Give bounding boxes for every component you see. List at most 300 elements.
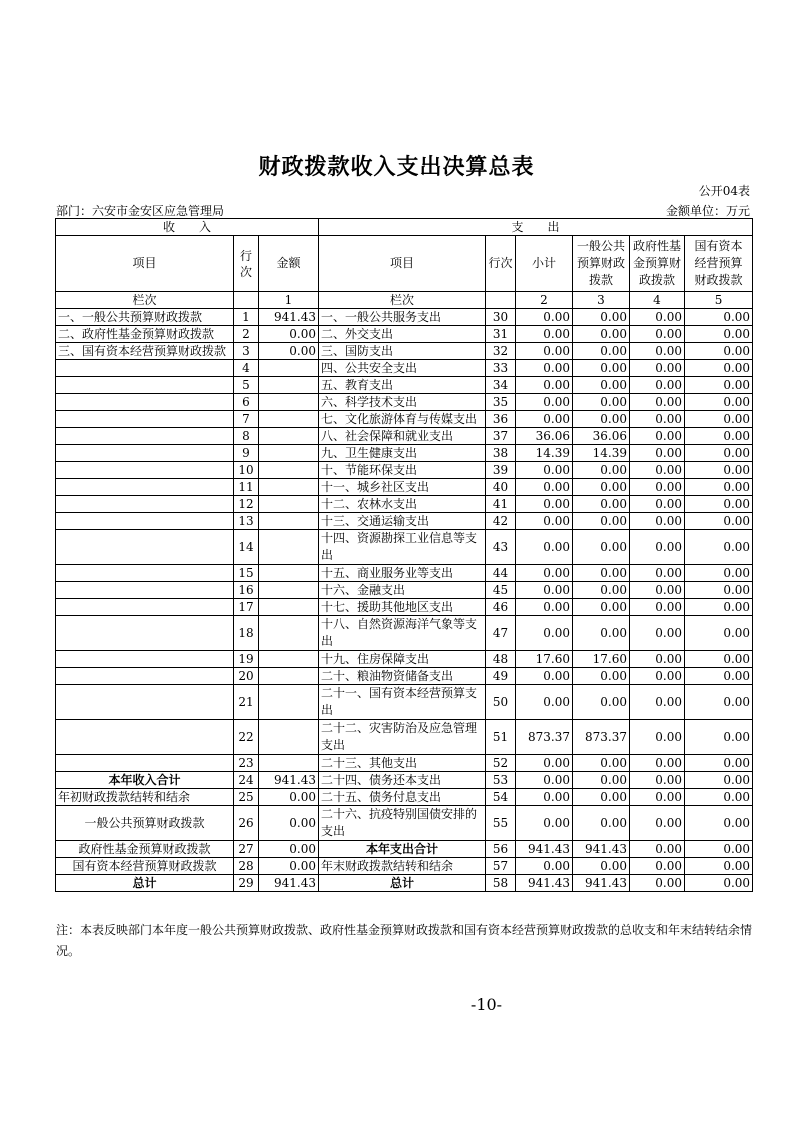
table-row <box>56 394 753 411</box>
expense-item: 十六、金融支出 <box>319 582 486 599</box>
unit-label: 金额单位：万元 <box>665 204 750 218</box>
expense-line: 44 <box>486 565 516 582</box>
general-budget-amount: 0.00 <box>573 479 630 496</box>
subtotal-amount: 0.00 <box>516 479 573 496</box>
general-budget-amount: 0.00 <box>573 394 630 411</box>
income-section-header: 收 入 <box>56 219 319 236</box>
subtotal-amount: 0.00 <box>516 858 573 875</box>
subtotal-amount: 0.00 <box>516 496 573 513</box>
subtotal-amount: 0.00 <box>516 530 573 565</box>
general-budget-amount: 941.43 <box>573 841 630 858</box>
fund-budget-amount: 0.00 <box>630 875 685 892</box>
income-line: 12 <box>234 496 259 513</box>
income-amount <box>259 755 319 772</box>
income-item <box>56 428 234 445</box>
table-row <box>56 565 753 582</box>
income-line: 15 <box>234 565 259 582</box>
income-item <box>56 394 234 411</box>
fund-budget-amount: 0.00 <box>630 858 685 875</box>
expense-item: 十九、住房保障支出 <box>319 651 486 668</box>
income-line: 11 <box>234 479 259 496</box>
column-label: 栏次 <box>319 292 486 309</box>
table-row <box>56 858 753 875</box>
column-number: 5 <box>685 292 753 309</box>
income-amount <box>259 479 319 496</box>
expense-line: 38 <box>486 445 516 462</box>
expense-item: 二十三、其他支出 <box>319 755 486 772</box>
expense-line: 48 <box>486 651 516 668</box>
subtotal-amount: 941.43 <box>516 875 573 892</box>
income-amount <box>259 462 319 479</box>
general-budget-amount: 0.00 <box>573 309 630 326</box>
income-item-header: 项目 <box>56 236 234 292</box>
income-line: 21 <box>234 685 259 720</box>
expense-line: 37 <box>486 428 516 445</box>
table-row <box>56 360 753 377</box>
income-amount <box>259 616 319 651</box>
income-item <box>56 582 234 599</box>
expense-line: 53 <box>486 772 516 789</box>
income-item: 二、政府性基金预算财政拨款 <box>56 326 234 343</box>
budget-table <box>55 218 753 892</box>
general-budget-amount: 0.00 <box>573 462 630 479</box>
income-item <box>56 513 234 530</box>
table-row <box>56 462 753 479</box>
income-line-header: 行 次 <box>234 236 259 292</box>
income-line: 6 <box>234 394 259 411</box>
income-line: 5 <box>234 377 259 394</box>
column-number-row <box>56 292 753 309</box>
general-budget-amount: 0.00 <box>573 668 630 685</box>
income-line: 1 <box>234 309 259 326</box>
expense-item: 二十四、债务还本支出 <box>319 772 486 789</box>
table-row <box>56 582 753 599</box>
table-row <box>56 651 753 668</box>
income-item <box>56 720 234 755</box>
general-budget-amount: 0.00 <box>573 496 630 513</box>
table-row <box>56 428 753 445</box>
expense-line: 40 <box>486 479 516 496</box>
income-amount <box>259 496 319 513</box>
income-line: 4 <box>234 360 259 377</box>
soe-budget-amount: 0.00 <box>685 377 753 394</box>
expense-line: 47 <box>486 616 516 651</box>
expense-item: 二十、粮油物资储备支出 <box>319 668 486 685</box>
table-row <box>56 326 753 343</box>
table-row <box>56 513 753 530</box>
income-line: 14 <box>234 530 259 565</box>
income-amount: 0.00 <box>259 343 319 360</box>
income-item <box>56 565 234 582</box>
income-item <box>56 685 234 720</box>
subtotal-amount: 0.00 <box>516 789 573 806</box>
expense-item: 二十一、国有资本经营预算支出 <box>319 685 486 720</box>
subtotal-amount: 0.00 <box>516 377 573 394</box>
income-amount <box>259 720 319 755</box>
subtotal-amount: 0.00 <box>516 616 573 651</box>
expense-item: 八、社会保障和就业支出 <box>319 428 486 445</box>
income-amount <box>259 513 319 530</box>
general-budget-amount: 0.00 <box>573 755 630 772</box>
expense-item: 四、公共安全支出 <box>319 360 486 377</box>
expense-line: 50 <box>486 685 516 720</box>
income-amount: 941.43 <box>259 772 319 789</box>
general-budget-amount: 0.00 <box>573 789 630 806</box>
fund-budget-amount: 0.00 <box>630 428 685 445</box>
income-item <box>56 377 234 394</box>
column-header-row <box>56 236 753 292</box>
general-budget-amount: 14.39 <box>573 445 630 462</box>
subtotal-amount: 873.37 <box>516 720 573 755</box>
fund-budget-amount: 0.00 <box>630 668 685 685</box>
general-budget-amount: 0.00 <box>573 685 630 720</box>
income-amount <box>259 651 319 668</box>
expense-line: 56 <box>486 841 516 858</box>
general-budget-amount: 0.00 <box>573 582 630 599</box>
empty-cell <box>486 292 516 309</box>
income-line: 10 <box>234 462 259 479</box>
subtotal-amount: 14.39 <box>516 445 573 462</box>
soe-budget-amount: 0.00 <box>685 841 753 858</box>
income-line: 18 <box>234 616 259 651</box>
expense-item: 九、卫生健康支出 <box>319 445 486 462</box>
fund-budget-amount: 0.00 <box>630 326 685 343</box>
income-amount <box>259 394 319 411</box>
income-line: 25 <box>234 789 259 806</box>
fund-budget-amount: 0.00 <box>630 806 685 841</box>
table-row <box>56 806 753 841</box>
expense-line: 58 <box>486 875 516 892</box>
expense-line: 52 <box>486 755 516 772</box>
soe-budget-amount: 0.00 <box>685 755 753 772</box>
income-line: 17 <box>234 599 259 616</box>
soe-budget-amount: 0.00 <box>685 565 753 582</box>
income-item <box>56 755 234 772</box>
income-item <box>56 360 234 377</box>
page-number: -10- <box>470 995 503 1014</box>
income-line: 8 <box>234 428 259 445</box>
soe-budget-amount: 0.00 <box>685 651 753 668</box>
table-row <box>56 445 753 462</box>
income-amount: 941.43 <box>259 309 319 326</box>
income-line: 2 <box>234 326 259 343</box>
income-amount: 941.43 <box>259 875 319 892</box>
income-amount: 0.00 <box>259 841 319 858</box>
soe-budget-amount: 0.00 <box>685 720 753 755</box>
income-line: 24 <box>234 772 259 789</box>
subtotal-amount: 0.00 <box>516 772 573 789</box>
fund-budget-amount: 0.00 <box>630 394 685 411</box>
general-budget-amount: 0.00 <box>573 326 630 343</box>
table-row <box>56 530 753 565</box>
soe-budget-amount: 0.00 <box>685 309 753 326</box>
income-amount <box>259 685 319 720</box>
income-line: 7 <box>234 411 259 428</box>
subtotal-amount: 0.00 <box>516 806 573 841</box>
general-budget-header: 一般公共预算财政拨款 <box>573 236 630 292</box>
table-row <box>56 309 753 326</box>
income-item <box>56 496 234 513</box>
income-item: 总计 <box>56 875 234 892</box>
soe-budget-amount: 0.00 <box>685 858 753 875</box>
column-label: 栏次 <box>56 292 234 309</box>
fund-budget-amount: 0.00 <box>630 343 685 360</box>
general-budget-amount: 0.00 <box>573 616 630 651</box>
table-row <box>56 599 753 616</box>
general-budget-amount: 0.00 <box>573 530 630 565</box>
table-row <box>56 377 753 394</box>
general-budget-amount: 17.60 <box>573 651 630 668</box>
fund-budget-amount: 0.00 <box>630 530 685 565</box>
subtotal-amount: 0.00 <box>516 565 573 582</box>
expense-item: 总计 <box>319 875 486 892</box>
general-budget-amount: 0.00 <box>573 806 630 841</box>
fund-budget-amount: 0.00 <box>630 411 685 428</box>
table-row <box>56 755 753 772</box>
income-item: 一般公共预算财政拨款 <box>56 806 234 841</box>
subtotal-amount: 0.00 <box>516 462 573 479</box>
table-row <box>56 841 753 858</box>
fund-budget-amount: 0.00 <box>630 309 685 326</box>
table-row <box>56 616 753 651</box>
general-budget-amount: 941.43 <box>573 875 630 892</box>
expense-line: 54 <box>486 789 516 806</box>
income-item <box>56 651 234 668</box>
fund-budget-amount: 0.00 <box>630 479 685 496</box>
income-item <box>56 599 234 616</box>
income-line: 23 <box>234 755 259 772</box>
income-item <box>56 616 234 651</box>
income-amount <box>259 377 319 394</box>
income-amount <box>259 530 319 565</box>
income-item: 年初财政拨款结转和结余 <box>56 789 234 806</box>
expense-item: 二十二、灾害防治及应急管理支出 <box>319 720 486 755</box>
table-row <box>56 411 753 428</box>
subtotal-amount: 36.06 <box>516 428 573 445</box>
soe-budget-amount: 0.00 <box>685 513 753 530</box>
expense-line: 43 <box>486 530 516 565</box>
income-item: 一、一般公共预算财政拨款 <box>56 309 234 326</box>
general-budget-amount: 0.00 <box>573 599 630 616</box>
expense-line: 45 <box>486 582 516 599</box>
subtotal-header: 小计 <box>516 236 573 292</box>
expense-item: 三、国防支出 <box>319 343 486 360</box>
table-code: 公开04表 <box>698 184 750 198</box>
subtotal-amount: 0.00 <box>516 394 573 411</box>
soe-budget-amount: 0.00 <box>685 411 753 428</box>
expense-section-header: 支 出 <box>319 219 753 236</box>
expense-item: 十、节能环保支出 <box>319 462 486 479</box>
soe-budget-amount: 0.00 <box>685 394 753 411</box>
soe-budget-header: 国有资本经营预算财政拨款 <box>685 236 753 292</box>
footnote: 注：本表反映部门本年度一般公共预算财政拨款、政府性基金预算财政拨款和国有资本经营预算财政拨款的总收支和年末结转结余情况。 <box>56 923 753 958</box>
income-amount <box>259 565 319 582</box>
income-item <box>56 411 234 428</box>
income-amount <box>259 428 319 445</box>
income-line: 28 <box>234 858 259 875</box>
general-budget-amount: 0.00 <box>573 772 630 789</box>
income-line: 20 <box>234 668 259 685</box>
income-line: 16 <box>234 582 259 599</box>
income-item: 本年收入合计 <box>56 772 234 789</box>
income-amount <box>259 668 319 685</box>
fund-budget-amount: 0.00 <box>630 651 685 668</box>
income-amount <box>259 411 319 428</box>
fund-budget-amount: 0.00 <box>630 616 685 651</box>
expense-line: 39 <box>486 462 516 479</box>
subtotal-amount: 0.00 <box>516 755 573 772</box>
income-item: 国有资本经营预算财政拨款 <box>56 858 234 875</box>
table-row <box>56 479 753 496</box>
expense-line: 31 <box>486 326 516 343</box>
fund-budget-amount: 0.00 <box>630 377 685 394</box>
expense-line-header: 行次 <box>486 236 516 292</box>
expense-item: 二十六、抗疫特别国债安排的支出 <box>319 806 486 841</box>
table-row <box>56 720 753 755</box>
expense-item: 六、科学技术支出 <box>319 394 486 411</box>
income-amount: 0.00 <box>259 806 319 841</box>
income-item: 政府性基金预算财政拨款 <box>56 841 234 858</box>
expense-line: 46 <box>486 599 516 616</box>
expense-line: 57 <box>486 858 516 875</box>
expense-line: 41 <box>486 496 516 513</box>
soe-budget-amount: 0.00 <box>685 326 753 343</box>
income-item <box>56 668 234 685</box>
soe-budget-amount: 0.00 <box>685 599 753 616</box>
column-number: 4 <box>630 292 685 309</box>
soe-budget-amount: 0.00 <box>685 530 753 565</box>
soe-budget-amount: 0.00 <box>685 496 753 513</box>
expense-item: 一、一般公共服务支出 <box>319 309 486 326</box>
soe-budget-amount: 0.00 <box>685 462 753 479</box>
subtotal-amount: 941.43 <box>516 841 573 858</box>
fund-budget-amount: 0.00 <box>630 462 685 479</box>
income-line: 26 <box>234 806 259 841</box>
income-line: 19 <box>234 651 259 668</box>
page-title: 财政拨款收入支出决算总表 <box>258 154 535 180</box>
fund-budget-amount: 0.00 <box>630 755 685 772</box>
expense-line: 33 <box>486 360 516 377</box>
expense-line: 32 <box>486 343 516 360</box>
general-budget-amount: 36.06 <box>573 428 630 445</box>
table-row <box>56 496 753 513</box>
income-amount <box>259 599 319 616</box>
expense-item: 十二、农林水支出 <box>319 496 486 513</box>
soe-budget-amount: 0.00 <box>685 875 753 892</box>
soe-budget-amount: 0.00 <box>685 616 753 651</box>
subtotal-amount: 17.60 <box>516 651 573 668</box>
general-budget-amount: 0.00 <box>573 377 630 394</box>
expense-line: 55 <box>486 806 516 841</box>
soe-budget-amount: 0.00 <box>685 582 753 599</box>
expense-item: 十八、自然资源海洋气象等支出 <box>319 616 486 651</box>
soe-budget-amount: 0.00 <box>685 445 753 462</box>
soe-budget-amount: 0.00 <box>685 806 753 841</box>
income-item <box>56 530 234 565</box>
general-budget-amount: 0.00 <box>573 411 630 428</box>
fund-budget-amount: 0.00 <box>630 513 685 530</box>
general-budget-amount: 0.00 <box>573 513 630 530</box>
general-budget-amount: 0.00 <box>573 360 630 377</box>
expense-item-header: 项目 <box>319 236 486 292</box>
income-line: 13 <box>234 513 259 530</box>
general-budget-amount: 0.00 <box>573 565 630 582</box>
fund-budget-amount: 0.00 <box>630 582 685 599</box>
general-budget-amount: 0.00 <box>573 858 630 875</box>
income-item <box>56 462 234 479</box>
subtotal-amount: 0.00 <box>516 685 573 720</box>
soe-budget-amount: 0.00 <box>685 789 753 806</box>
soe-budget-amount: 0.00 <box>685 343 753 360</box>
column-number: 3 <box>573 292 630 309</box>
subtotal-amount: 0.00 <box>516 360 573 377</box>
income-amount <box>259 360 319 377</box>
fund-budget-amount: 0.00 <box>630 445 685 462</box>
expense-item: 二、外交支出 <box>319 326 486 343</box>
expense-item: 五、教育支出 <box>319 377 486 394</box>
subtotal-amount: 0.00 <box>516 411 573 428</box>
soe-budget-amount: 0.00 <box>685 428 753 445</box>
income-item <box>56 479 234 496</box>
table-row <box>56 772 753 789</box>
income-line: 29 <box>234 875 259 892</box>
subtotal-amount: 0.00 <box>516 343 573 360</box>
income-amount <box>259 445 319 462</box>
fund-budget-amount: 0.00 <box>630 360 685 377</box>
general-budget-amount: 873.37 <box>573 720 630 755</box>
expense-line: 35 <box>486 394 516 411</box>
expense-item: 二十五、债务付息支出 <box>319 789 486 806</box>
expense-item: 十一、城乡社区支出 <box>319 479 486 496</box>
soe-budget-amount: 0.00 <box>685 685 753 720</box>
table-row <box>56 668 753 685</box>
expense-line: 42 <box>486 513 516 530</box>
income-item: 三、国有资本经营预算财政拨款 <box>56 343 234 360</box>
expense-line: 49 <box>486 668 516 685</box>
column-number: 2 <box>516 292 573 309</box>
soe-budget-amount: 0.00 <box>685 479 753 496</box>
soe-budget-amount: 0.00 <box>685 360 753 377</box>
expense-item: 年末财政拨款结转和结余 <box>319 858 486 875</box>
income-line: 22 <box>234 720 259 755</box>
subtotal-amount: 0.00 <box>516 513 573 530</box>
table-row <box>56 343 753 360</box>
expense-item: 七、文化旅游体育与传媒支出 <box>319 411 486 428</box>
expense-line: 30 <box>486 309 516 326</box>
income-item <box>56 445 234 462</box>
income-line: 3 <box>234 343 259 360</box>
fund-budget-amount: 0.00 <box>630 685 685 720</box>
expense-line: 36 <box>486 411 516 428</box>
income-amount: 0.00 <box>259 789 319 806</box>
fund-budget-header: 政府性基金预算财政拨款 <box>630 236 685 292</box>
expense-item: 十七、援助其他地区支出 <box>319 599 486 616</box>
subtotal-amount: 0.00 <box>516 326 573 343</box>
subtotal-amount: 0.00 <box>516 668 573 685</box>
table-row <box>56 875 753 892</box>
empty-cell <box>234 292 259 309</box>
expense-item: 十五、商业服务业等支出 <box>319 565 486 582</box>
fund-budget-amount: 0.00 <box>630 720 685 755</box>
column-number: 1 <box>259 292 319 309</box>
soe-budget-amount: 0.00 <box>685 772 753 789</box>
expense-item: 十四、资源勘探工业信息等支出 <box>319 530 486 565</box>
fund-budget-amount: 0.00 <box>630 841 685 858</box>
income-amount: 0.00 <box>259 858 319 875</box>
income-amount <box>259 582 319 599</box>
general-budget-amount: 0.00 <box>573 343 630 360</box>
expense-item: 十三、交通运输支出 <box>319 513 486 530</box>
